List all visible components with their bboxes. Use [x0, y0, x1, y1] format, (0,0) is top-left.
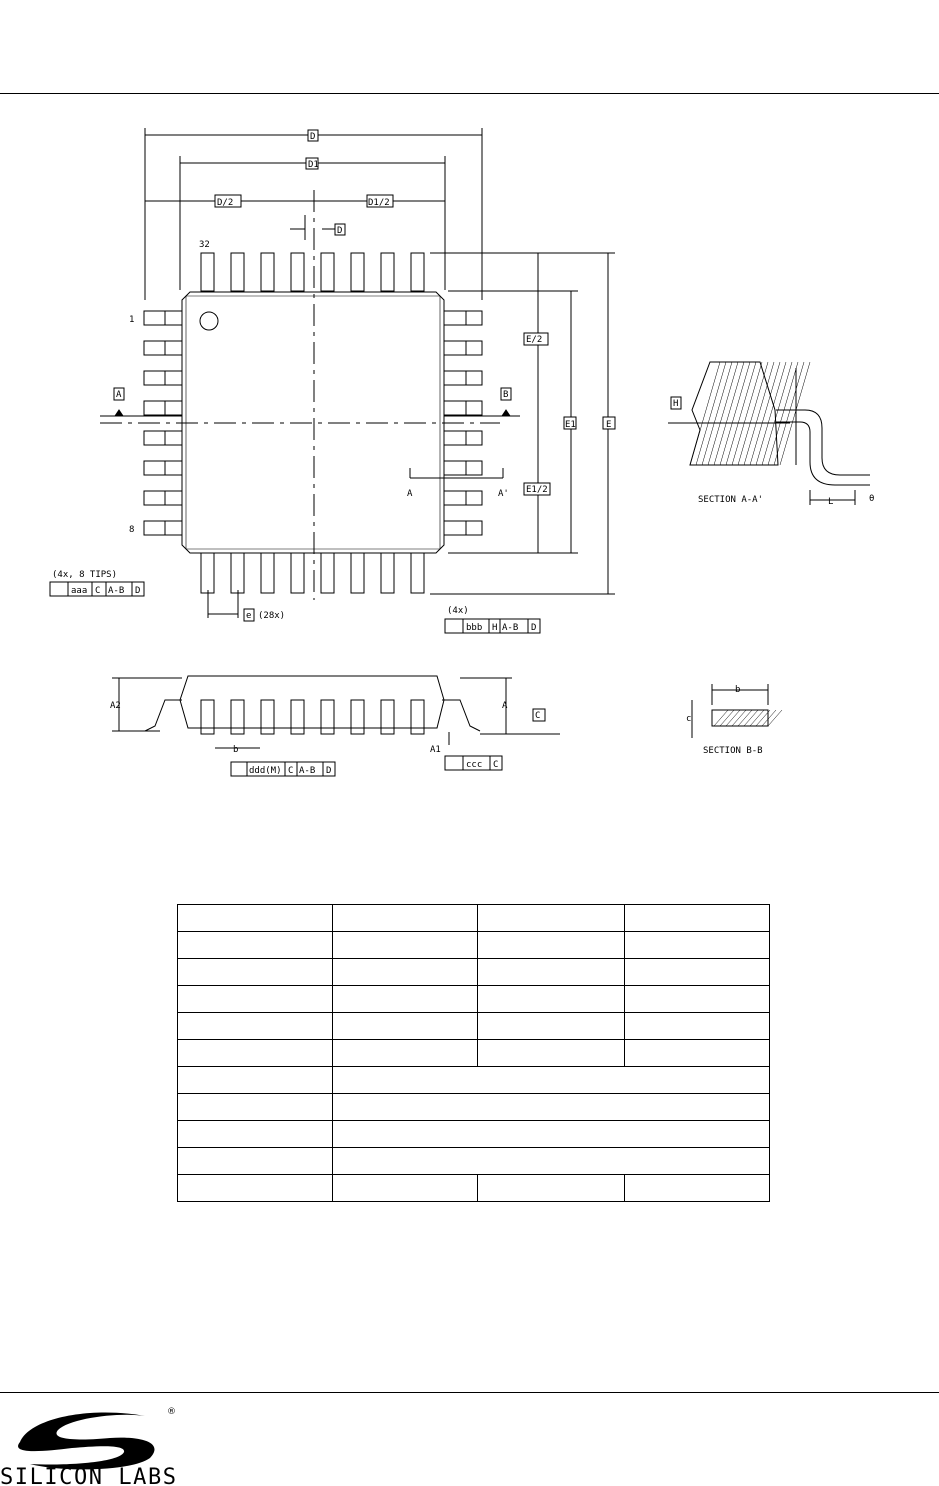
dimension-table — [177, 904, 770, 1202]
table-row — [178, 1094, 770, 1121]
left-lead — [144, 341, 182, 355]
table-cell — [178, 1121, 333, 1148]
top-lead — [261, 253, 274, 291]
side-view-leads — [201, 700, 424, 734]
table-row — [178, 1013, 770, 1040]
section-a-right-label: A' — [498, 489, 509, 499]
pin1-marker — [200, 312, 218, 330]
section-bb-label: SECTION B-B — [703, 746, 763, 756]
table-cell — [478, 1013, 625, 1040]
right-lead — [444, 371, 482, 385]
bbb-frame-bbb: bbb — [466, 623, 483, 633]
right-lead — [444, 341, 482, 355]
table-cell — [333, 1067, 770, 1094]
right-lead — [444, 401, 482, 415]
dim-a2-label: A2 — [110, 701, 121, 711]
top-lead — [291, 253, 304, 291]
table-cell — [625, 932, 770, 959]
package-outline-drawing — [0, 100, 939, 790]
table-row — [178, 986, 770, 1013]
dim-e-label: E — [606, 420, 612, 430]
theta-label: θ — [869, 494, 875, 504]
bottom-lead — [411, 553, 424, 593]
table-cell — [625, 1040, 770, 1067]
tips-note: (4x, 8 TIPS) — [52, 570, 118, 580]
table-cell — [333, 1013, 478, 1040]
right-lead — [444, 521, 482, 535]
table-cell — [178, 1094, 333, 1121]
table-cell — [333, 1121, 770, 1148]
table-cell — [178, 1148, 333, 1175]
logo-wordmark: SILICON LABS — [0, 1465, 178, 1486]
table-cell — [178, 905, 333, 932]
bottom-lead — [231, 553, 244, 593]
tips-frame-aaa: aaa — [71, 586, 88, 596]
table-cell — [178, 1040, 333, 1067]
dim-e1-label: E1 — [565, 420, 576, 430]
table-cell — [478, 905, 625, 932]
datum-a-label: A — [116, 390, 122, 400]
table-cell — [333, 1148, 770, 1175]
datum-h-label: H — [673, 399, 679, 409]
dim-a-label: A — [502, 701, 508, 711]
top-lead — [321, 253, 334, 291]
datum-d-label: D — [337, 226, 343, 236]
bbb-frame-d: D — [531, 623, 537, 633]
right-lead — [444, 431, 482, 445]
dim-d1-half-label: D1/2 — [368, 198, 390, 208]
ddd-frame-d: D — [326, 766, 332, 776]
table-row — [178, 1148, 770, 1175]
pitch-e-label: e — [246, 611, 252, 621]
table-cell — [178, 1067, 333, 1094]
side-lead — [291, 700, 304, 734]
ddd-frame-c: C — [288, 766, 294, 776]
table-cell — [478, 932, 625, 959]
registered-mark: ® — [167, 1407, 176, 1417]
bbb-note: (4x) — [447, 606, 469, 616]
dim-l-label: L — [828, 497, 834, 507]
bbb-frame-h: H — [492, 623, 498, 633]
dim-a1-label: A1 — [430, 745, 441, 755]
table-row — [178, 1040, 770, 1067]
table-row — [178, 1121, 770, 1148]
table-cell — [625, 1175, 770, 1202]
table-cell — [478, 1175, 625, 1202]
side-lead — [321, 700, 334, 734]
table-cell — [178, 1175, 333, 1202]
section-a-left-label: A — [407, 489, 413, 499]
table-cell — [333, 1094, 770, 1121]
silicon-labs-logo — [0, 1400, 190, 1486]
dim-e1-half-label: E1/2 — [526, 485, 548, 495]
side-lead — [231, 700, 244, 734]
table-row — [178, 905, 770, 932]
tips-frame-c: C — [95, 586, 101, 596]
section-aa-label: SECTION A-A' — [698, 495, 764, 505]
top-lead — [201, 253, 214, 291]
table-row — [178, 1067, 770, 1094]
tips-frame-d: D — [135, 586, 141, 596]
top-lead — [231, 253, 244, 291]
table-cell — [178, 986, 333, 1013]
dim-d1-label: D1 — [308, 160, 319, 170]
table-cell — [478, 1040, 625, 1067]
left-lead — [144, 431, 182, 445]
datum-c-label: C — [535, 711, 541, 721]
left-lead — [144, 401, 182, 415]
table-cell — [478, 959, 625, 986]
pitch-count-label: (28x) — [258, 611, 286, 621]
header-rule — [0, 93, 939, 94]
table-row — [178, 1175, 770, 1202]
table-cell — [333, 986, 478, 1013]
table-cell — [625, 986, 770, 1013]
pin32-label: 32 — [199, 240, 210, 250]
dim-b-label: b — [233, 745, 239, 755]
top-lead — [411, 253, 424, 291]
bottom-lead — [261, 553, 274, 593]
right-lead — [444, 311, 482, 325]
side-lead — [351, 700, 364, 734]
top-leads — [201, 253, 424, 291]
datum-b-label: B — [503, 390, 509, 400]
left-lead — [144, 311, 182, 325]
right-lead — [444, 461, 482, 475]
bottom-lead — [201, 553, 214, 593]
table-cell — [178, 1013, 333, 1040]
left-lead — [144, 461, 182, 475]
section-b-width-label: b — [735, 685, 741, 695]
table-cell — [625, 959, 770, 986]
dim-e-half-label: E/2 — [526, 335, 543, 345]
table-cell — [625, 905, 770, 932]
side-lead — [201, 700, 214, 734]
left-lead — [144, 371, 182, 385]
ccc-frame-ccc: ccc — [466, 760, 483, 770]
side-lead — [411, 700, 424, 734]
table-cell — [478, 986, 625, 1013]
table-cell — [625, 1013, 770, 1040]
bottom-lead — [291, 553, 304, 593]
top-lead — [381, 253, 394, 291]
pin1-label: 1 — [129, 315, 135, 325]
table-cell — [333, 905, 478, 932]
table-cell — [178, 959, 333, 986]
pin8-label: 8 — [129, 525, 135, 535]
dim-d-label: D — [310, 132, 316, 142]
tips-frame-ab: A-B — [108, 586, 125, 596]
table-cell — [333, 1040, 478, 1067]
bottom-lead — [351, 553, 364, 593]
table-row — [178, 959, 770, 986]
table-cell — [178, 932, 333, 959]
left-lead — [144, 521, 182, 535]
table-row — [178, 932, 770, 959]
ccc-frame-c: C — [493, 760, 499, 770]
table-cell — [333, 932, 478, 959]
left-lead — [144, 491, 182, 505]
bbb-frame-ab: A-B — [502, 623, 519, 633]
right-lead — [444, 491, 482, 505]
ddd-frame-ab: A-B — [299, 766, 316, 776]
side-lead — [381, 700, 394, 734]
ddd-frame-ddd: ddd(M) — [249, 766, 282, 776]
section-c-thickness-label: c — [686, 714, 692, 724]
bottom-lead — [321, 553, 334, 593]
table-cell — [333, 959, 478, 986]
dim-d-half-label: D/2 — [217, 198, 234, 208]
footer-rule — [0, 1392, 939, 1393]
bottom-leads — [201, 553, 424, 593]
bottom-lead — [381, 553, 394, 593]
top-lead — [351, 253, 364, 291]
table-cell — [333, 1175, 478, 1202]
side-lead — [261, 700, 274, 734]
